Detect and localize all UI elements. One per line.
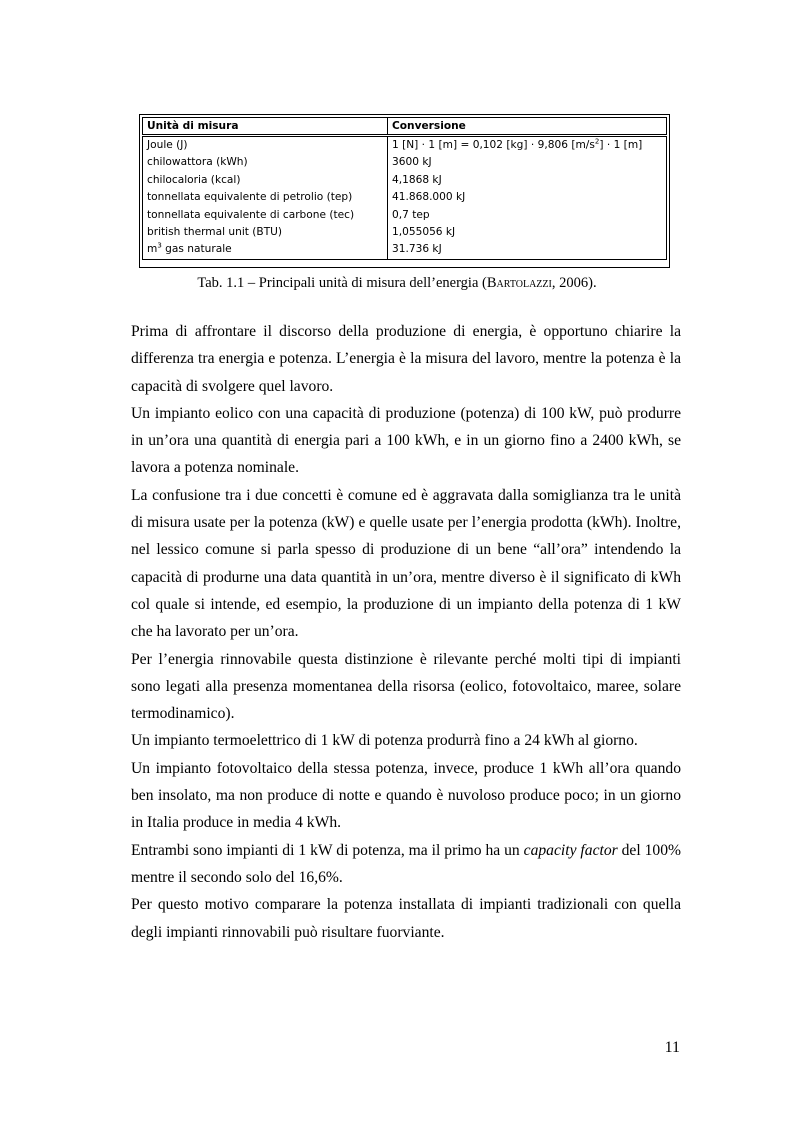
table-row (143, 224, 667, 241)
unit-cell: tonnellata equivalente di carbone (tec) (143, 207, 388, 224)
superscript: 2 (594, 137, 600, 146)
conversion-cell (388, 136, 667, 155)
conversion-cell: 4,1868 kJ (388, 172, 667, 189)
caption-text: , 2006). (551, 275, 597, 291)
unit-text: gas naturale (161, 243, 232, 256)
table-header-row (143, 118, 667, 136)
table-row (143, 154, 667, 171)
paragraph: Un impianto fotovoltaico della stessa potenza, invece, produce 1 kWh all’ora quando ben insolato, ma non produce di notte e quando è nuvoloso produce poco; in un giorno in Italia produce in media 4 kWh. (131, 759, 681, 832)
table-caption (0, 275, 794, 292)
table-row (143, 207, 667, 224)
superscript: 3 (157, 241, 162, 250)
paragraph: Prima di affrontare il discorso della produzione di energia, è opportuno chiarire la differenza tra energia e potenza. L’energia è la misura del lavoro, mentre la potenza è la capacità di svolgere quel lavoro. (131, 323, 681, 395)
italic-term: capacity factor (523, 841, 618, 859)
conversion-text: 1 [N] · 1 [m] = 0,102 [kg] · 9,806 [m/s (392, 139, 595, 151)
header-unit: Unità di misura (143, 118, 388, 136)
conversion-text: ] · 1 [m] (599, 139, 643, 151)
paragraph: Per l’energia rinnovabile questa distinzione è rilevante perché molti tipi di impianti sono legati alla presenza momentanea della risorsa (eolico, fotovoltaico, maree, solare termodinamico). (131, 650, 681, 723)
unit-cell: chilowattora (kWh) (143, 154, 388, 171)
body-text (131, 318, 681, 946)
conversion-cell: 31.736 kJ (388, 241, 667, 259)
paragraph: Un impianto termoelettrico di 1 kW di potenza produrrà fino a 24 kWh al giorno. (131, 732, 638, 750)
table-row (143, 189, 667, 206)
unit-cell: Joule (J) (143, 136, 388, 155)
table-row (143, 136, 667, 155)
unit-text: m (147, 243, 158, 256)
units-table-frame (139, 114, 670, 268)
caption-text: Tab. 1.1 – Principali unità di misura dell’energia ( (197, 275, 487, 291)
header-conversion: Conversione (388, 118, 667, 136)
conversion-cell: 41.868.000 kJ (388, 189, 667, 206)
paragraph: La confusione tra i due concetti è comune ed è aggravata dalla somiglianza tra le unità di misura usate per la potenza (kW) e quelle usate per l’energia prodotta (kWh). Inoltre, nel lessico comune si parla spesso di produzione di un bene “all’ora” intendendo la capacità di produrne una data quantità in un’ora, mentre diverso è il significato di kWh col quale si intende, ed esempio, la produzione di un impianto della potenza di 1 kW che ha lavorato per un’ora. (131, 486, 681, 641)
energy-units-table (142, 117, 667, 260)
unit-cell (143, 241, 388, 259)
page-number: 11 (664, 1039, 680, 1056)
unit-cell: british thermal unit (BTU) (143, 224, 388, 241)
conversion-cell: 1,055056 kJ (388, 224, 667, 241)
table-row (143, 241, 667, 259)
paragraph: Per questo motivo comparare la potenza installata di impianti tradizionali con quella degli impianti rinnovabili può risultare fuorviante. (131, 896, 681, 941)
paragraph-text: del 100% mentre il secondo solo del 16,6%. (131, 841, 682, 886)
paragraph (131, 837, 681, 892)
conversion-cell: 3600 kJ (388, 154, 667, 171)
caption-author: Bartolazzi (486, 275, 552, 291)
conversion-cell: 0,7 tep (388, 207, 667, 224)
table-row (143, 172, 667, 189)
paragraph: Un impianto eolico con una capacità di produzione (potenza) di 100 kW, può produrre in un’ora una quantità di energia pari a 100 kWh, e in un giorno fino a 2400 kWh, se lavora a potenza nominale. (131, 404, 681, 477)
unit-cell: chilocaloria (kcal) (143, 172, 388, 189)
unit-cell: tonnellata equivalente di petrolio (tep) (143, 189, 388, 206)
paragraph-text: Entrambi sono impianti di 1 kW di potenza, ma il primo ha un (131, 841, 524, 859)
